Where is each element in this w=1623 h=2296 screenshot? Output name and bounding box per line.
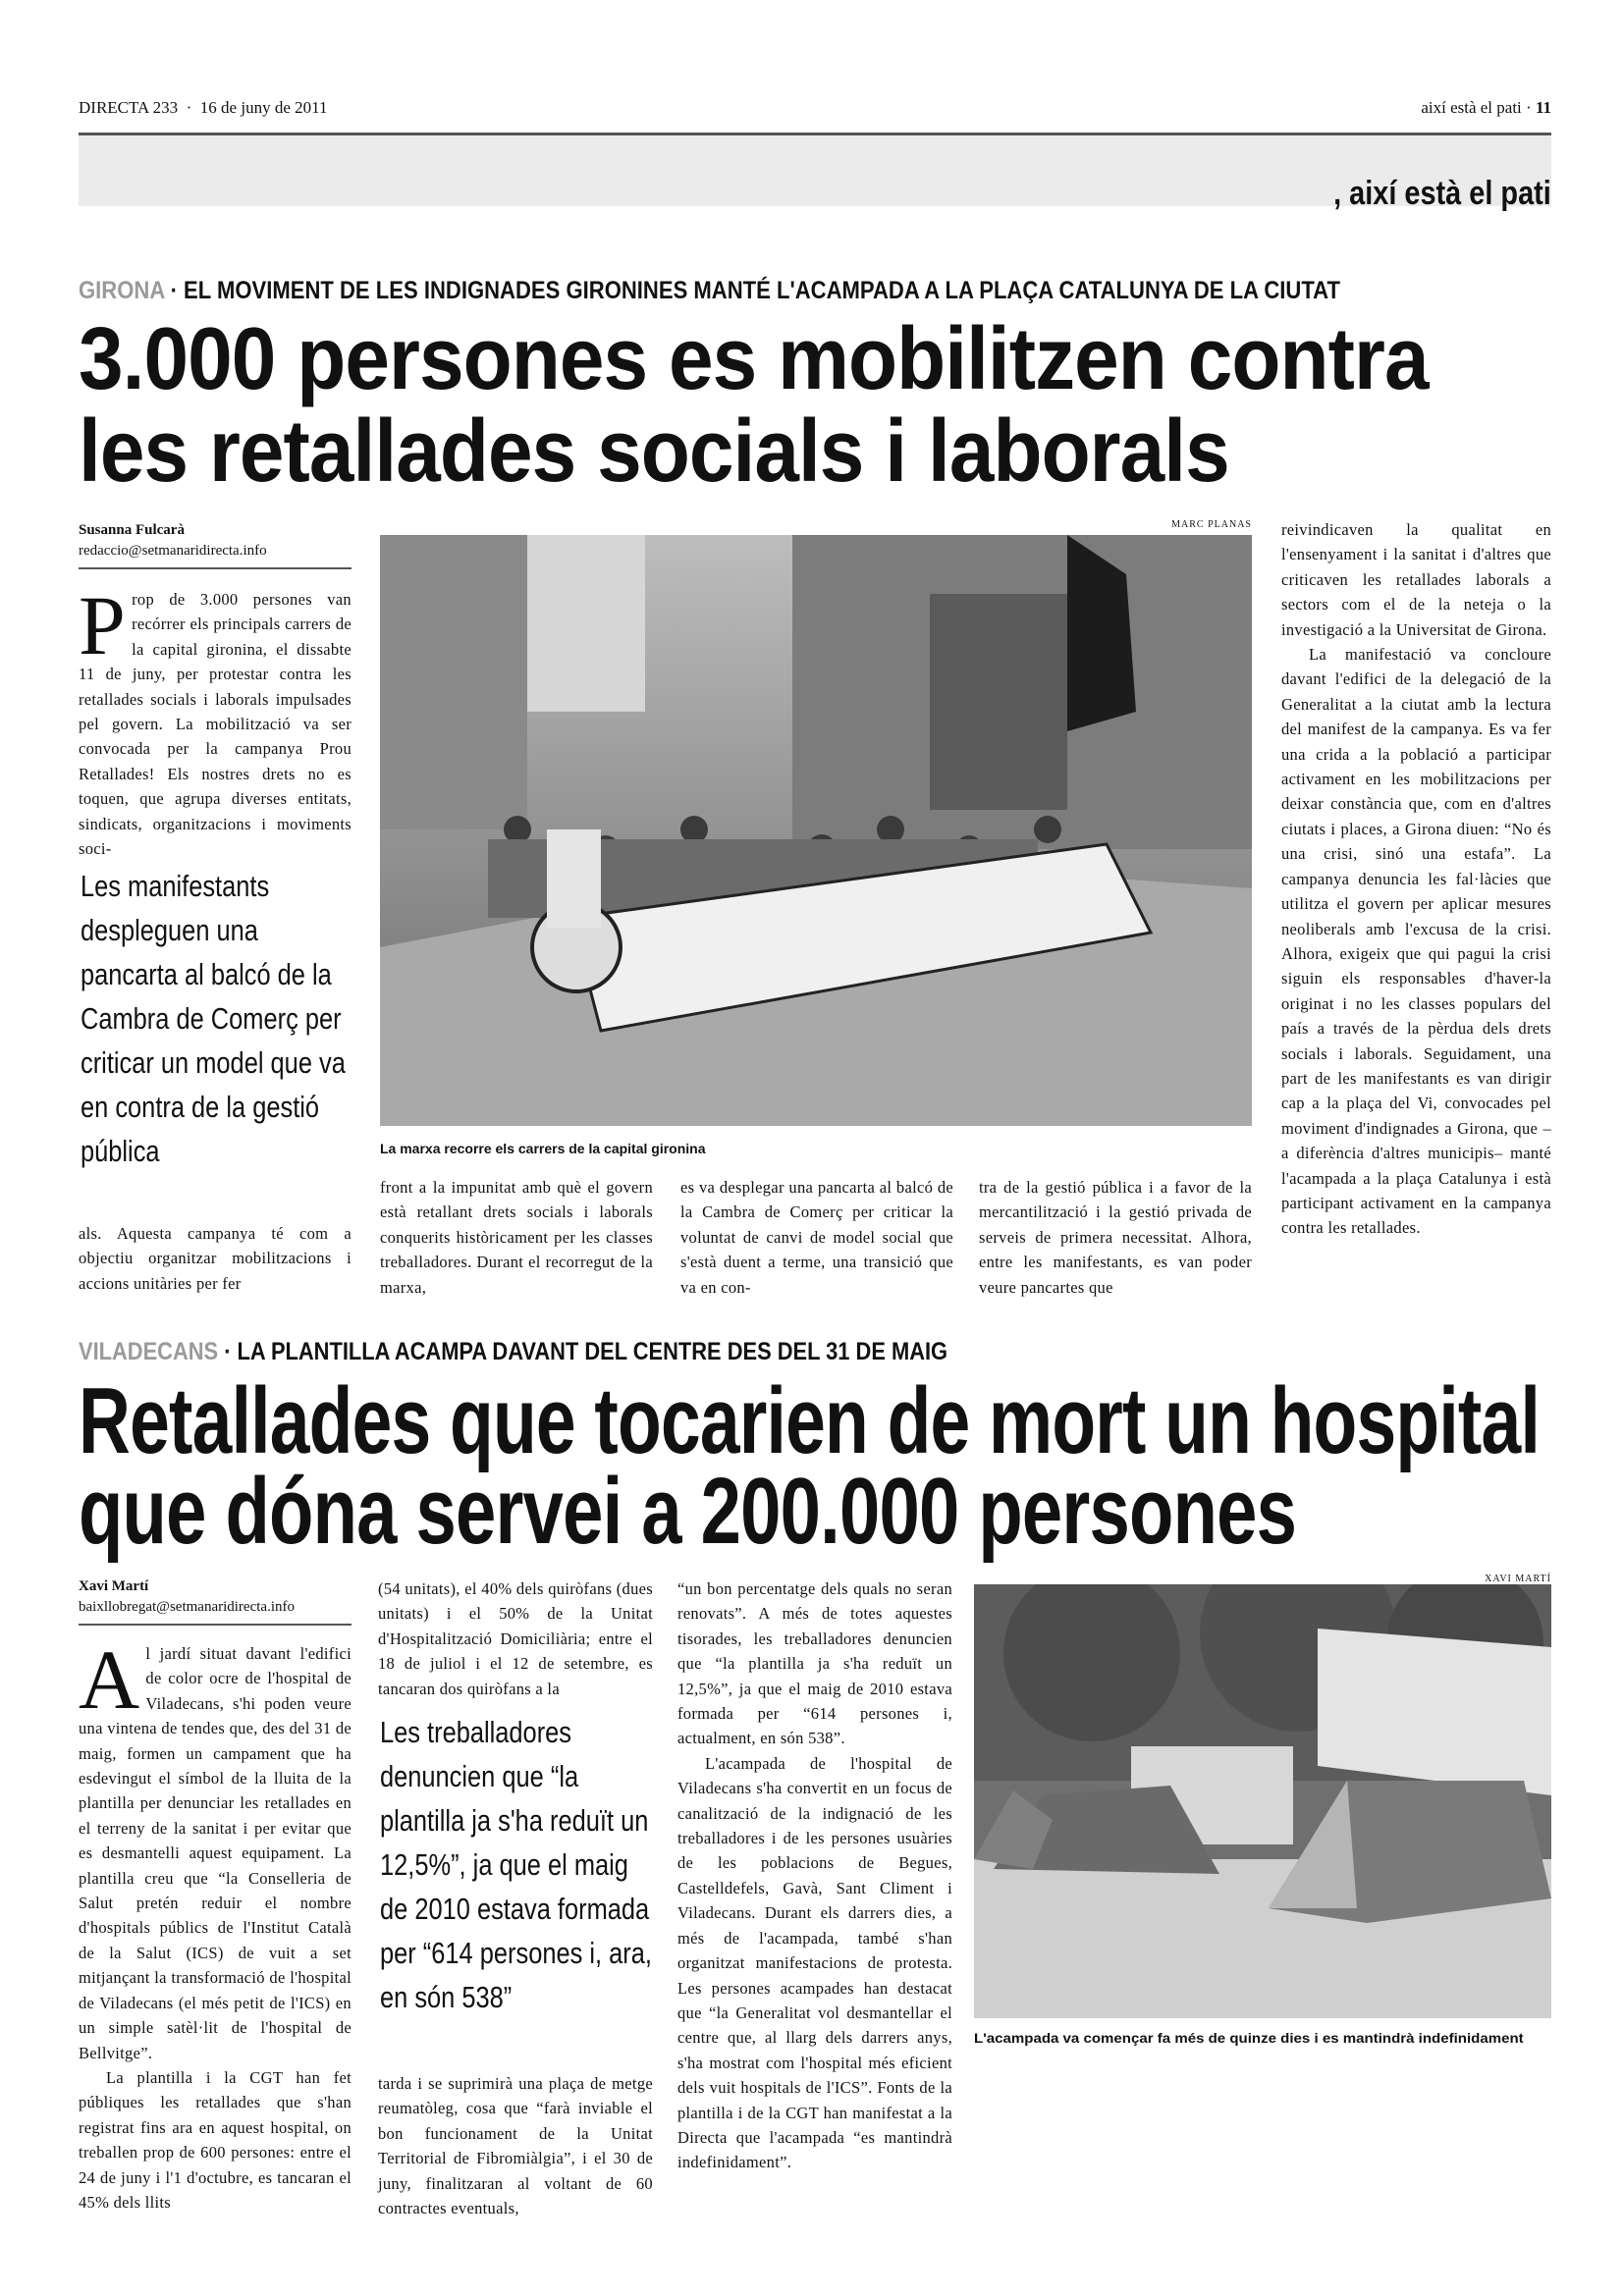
paragraph: l jardí situat davant l'edifici de color ocre de l'hospital de Viladecans, s'hi poden veure una vintena de tendes que, des del 31 de maig, formen un campament que ha esdevingut el símbol de la lluita de la plantilla per denunciar les retallades en el terreny de la sanitat i per evitar que es desmantelli aquest equipament. La plantilla creu que “la Conselleria de Salut pretén reduir el nombre d'hospitals públics de l'Institut Català de la Salut (ICS) de vuit a set mitjançant la transformació de l'hospital de Viladecans (el més petit de l'ICS) en un simple satèl·lit de l'hospital de Bellvitge”. xyxy=(79,1644,352,2062)
article1-kicker-text: · EL MOVIMENT DE LES INDIGNADES GIRONINES MANTÉ L'ACAMPADA A LA PLAÇA CATALUNYA DE LA CIUTAT xyxy=(164,277,1340,304)
folio-left xyxy=(79,98,327,118)
article1-col5 xyxy=(1281,517,1551,1241)
article1-col1-end xyxy=(79,1221,352,1296)
paragraph: La manifestació va concloure davant l'edifici de la delegació de la Generalitat a la ciutat amb la lectura del manifest de la campanya. Es va fer una crida a la població a participar activament en les mobilitzacions per deixar constància que, com en d'altres ciutats i places, a Girona diuen: “No és una crisi, sinó una estafa”. La campanya denuncia les fal·làcies que utilitza el govern per aplicar mesures neoliberals amb l'excusa de la crisi. Alhora, exigeix que qui pagui la crisi siguin els responsables d'haver-la originat i no les classes populars del país a través de la pèrdua dels drets socials i laborals. Seguidament, una part de les manifestants es van dirigir cap a la plaça del Vi, convocades pel moviment d'indignades a Girona, que –a diferència d'altres municipis– manté l'acampada a la plaça Catalunya i està participant activament en la campanya contra les retallades. xyxy=(1281,645,1551,1238)
article2-photo-credit: XAVI MARTÍ xyxy=(1485,1574,1551,1584)
section-name: així està el pati xyxy=(1421,98,1522,117)
article2-col2-top xyxy=(378,1576,653,1701)
publication-name: DIRECTA 233 xyxy=(79,98,179,117)
article2-headline-line2: que dóna servei a 200.000 persones xyxy=(79,1459,1297,1564)
paragraph: “un bon percentatge dels quals no seran renovats”. A més de totes aquestes tisorades, les treballadores denuncien que “la plantilla ja s'ha reduït un 12,5%”, ja que el maig de 2010 estava formada per “614 persones i, actualment, en són 538”. xyxy=(677,1579,952,1748)
issue-date: 16 de juny de 2011 xyxy=(199,98,328,117)
paragraph: (54 unitats), el 40% dels quiròfans (dues unitats) i el 50% de la Unitat d'Hospitalització Domiciliària; entre el 18 de juliol i el 12 de setembre, es tancaran dos quiròfans a la xyxy=(378,1579,653,1698)
article2-photo-camp xyxy=(974,1584,1551,2018)
paragraph: tarda i se suprimirà una plaça de metge reumatòleg, cosa que “farà inviable el bon funcionament de la Unitat Territorial de Fibromiàlgia”, i el 30 de juny, finalitzaran al voltant de 60 contractes eventuals, xyxy=(378,2074,653,2218)
article1-kicker xyxy=(79,277,1340,305)
article2-col1 xyxy=(79,1632,352,2215)
article1-photo-caption: La marxa recorre els carrers de la capital gironina xyxy=(380,1141,706,1156)
article1-photo-credit: MARC PLANAS xyxy=(1171,519,1252,530)
drop-cap: P xyxy=(79,578,127,672)
section-band xyxy=(79,135,1551,206)
article2-kicker-text: · LA PLANTILLA ACAMPA DAVANT DEL CENTRE DES DEL 31 DE MAIG xyxy=(218,1338,948,1365)
article1-headline-line2: les retallades socials i laborals xyxy=(79,402,1229,501)
article2-photo-caption: L'acampada va començar fa més de quinze dies i es mantindrà indefinidament xyxy=(974,2030,1524,2046)
article1-col4 xyxy=(979,1175,1252,1300)
author-name: Susanna Fulcarà xyxy=(79,522,185,538)
paragraph: La plantilla i la CGT han fet públiques les retallades que s'han registrat fins ara en aquest hospital, on treballen prop de 600 persones: entre el 24 de juny i l'1 d'octubre, es tancaran el 45% dels llits xyxy=(79,2067,352,2212)
paragraph: rop de 3.000 persones van recórrer els principals carrers de la capital gironina, el dissabte 11 de juny, per protestar contra les retallades socials i laborals impulsades pel govern. La mobilització va ser convocada per la campanya Prou Retallades! Els nostres drets no es toquen, que agrupa diverses entitats, sindicats, organitzacions i moviments soci- xyxy=(79,590,352,859)
article1-byline xyxy=(79,520,352,569)
paragraph: front a la impunitat amb què el govern està retallant drets socials i laborals conquerits històricament per les classes treballadores. Durant el recorregut de la marxa, xyxy=(380,1178,653,1297)
author-name: Xavi Martí xyxy=(79,1578,149,1594)
article1-photo-march xyxy=(380,535,1252,1126)
article2-pull-quote: Les treballadores denuncien que “la plantilla ja s'ha reduït un 12,5%”, ja que el maig de 2010 estava formada per “614 persones i, ara, en són 538” xyxy=(380,1715,652,2014)
article1-pull-quote: Les manifestants despleguen una pancarta al balcó de la Cambra de Comerç per criticar un model que va en contra de la gestió pública xyxy=(81,869,346,1168)
separator: · xyxy=(1526,98,1532,117)
article1-col2 xyxy=(380,1175,653,1300)
paragraph: es va desplegar una pancarta al balcó de la Cambra de Comerç per criticar la voluntat de canvi de model social que s'està duent a terme, una transició que va en con- xyxy=(680,1178,953,1297)
article2-col3 xyxy=(677,1576,952,2175)
page-number: 11 xyxy=(1535,98,1551,117)
paragraph: als. Aquesta campanya té com a objectiu organitzar mobilitzacions i accions unitàries per fer xyxy=(79,1224,352,1293)
separator: · xyxy=(186,98,192,117)
folio-right xyxy=(1421,98,1551,118)
author-email[interactable]: redaccio@setmanaridirecta.info xyxy=(79,543,267,559)
author-email[interactable]: baixllobregat@setmanaridirecta.info xyxy=(79,1599,295,1615)
article2-headline-line1: Retallades que tocarien de mort un hospital xyxy=(79,1368,1541,1473)
paragraph: L'acampada de l'hospital de Viladecans s'ha convertit en un focus de canalització de la indignació de les treballadores i de les persones usuàries de les poblacions de Begues, Castelldefels, Gavà, Sant Climent i Viladecans. Durant els darrers dies, a més de l'acampada, també s'han organitzat manifestacions de protesta. Les persones acampades han destacat que “la Generalitat vol desmantellar el centre que, al llarg dels darrers anys, s'ha mostrat com l'hospital més eficient dels vuit hospitals de l'ICS”. Fonts de la plantilla i de la CGT han manifestat a la Directa que l'acampada “es mantindrà indefinidament”. xyxy=(677,1753,952,2172)
paragraph: tra de la gestió pública i a favor de la mercantilització i la gestió privada de serveis de primera necessitat. Alhora, entre les manifestants, es van poder veure pancartes que xyxy=(979,1178,1252,1297)
section-banner-title: , així està el pati xyxy=(1333,175,1551,212)
paragraph: reivindicaven la qualitat en l'ensenyament i la sanitat i d'altres que criticaven les retallades laborals a sectors com el de la neteja o la investigació a la Universitat de Girona. xyxy=(1281,520,1551,639)
article2-location: VILADECANS xyxy=(79,1338,219,1365)
article1-headline-line1: 3.000 persones es mobilitzen contra xyxy=(79,310,1429,408)
article1-col1-intro xyxy=(79,578,352,861)
article2-col2-bottom xyxy=(378,2071,653,2220)
article2-byline xyxy=(79,1576,352,1626)
article2-kicker xyxy=(79,1338,947,1366)
article1-location: GIRONA xyxy=(79,277,165,304)
article1-col3 xyxy=(680,1175,953,1300)
drop-cap: A xyxy=(79,1632,140,1727)
